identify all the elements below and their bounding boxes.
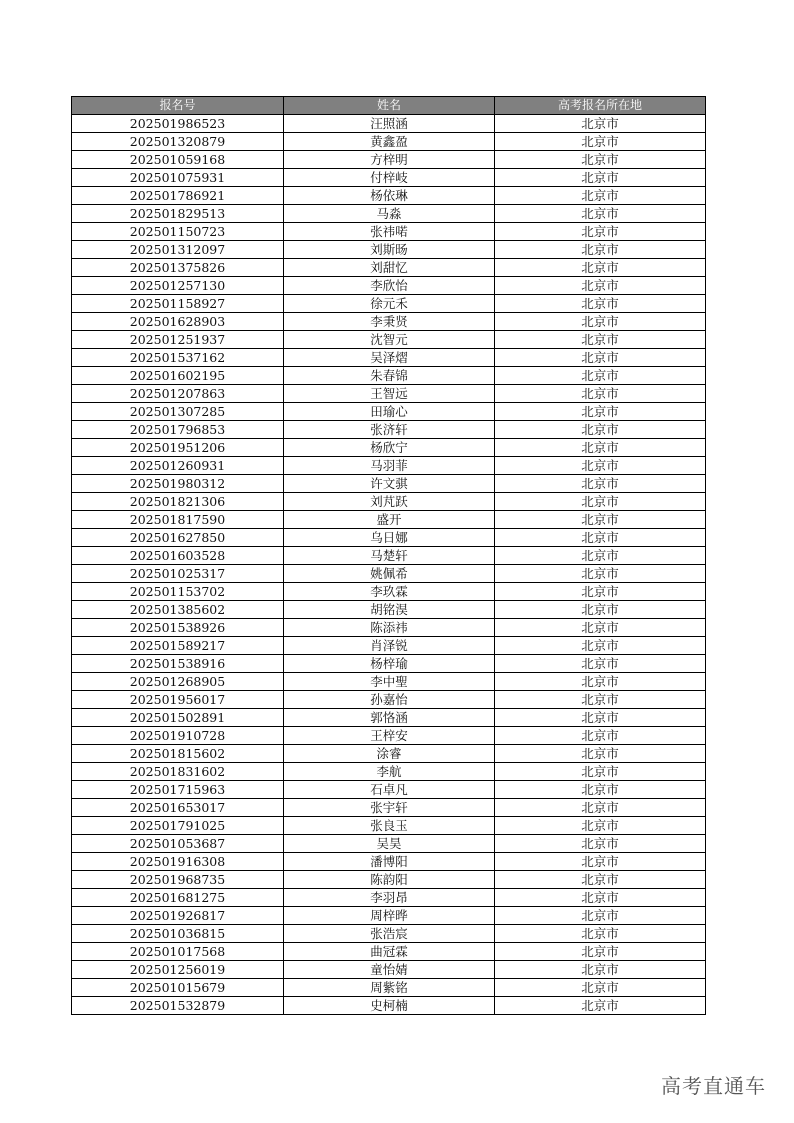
registration-number-cell: 202501502891 [72,709,284,727]
table-row [72,241,706,259]
table-row [72,907,706,925]
registration-number-cell: 202501829513 [72,205,284,223]
registration-number-cell: 202501015679 [72,979,284,997]
name-cell: 张浩宸 [284,925,495,943]
location-cell: 北京市 [495,997,706,1015]
name-cell: 肖泽锐 [284,637,495,655]
location-cell: 北京市 [495,547,706,565]
name-cell: 郭恪涵 [284,709,495,727]
table-row [72,745,706,763]
location-cell: 北京市 [495,817,706,835]
table-row [72,691,706,709]
table-row [72,205,706,223]
name-cell: 吴昊 [284,835,495,853]
table-row [72,529,706,547]
table-row [72,295,706,313]
name-cell: 张良玉 [284,817,495,835]
name-cell: 姚佩希 [284,565,495,583]
location-cell: 北京市 [495,421,706,439]
registration-number-cell: 202501791025 [72,817,284,835]
location-cell: 北京市 [495,763,706,781]
location-cell: 北京市 [495,979,706,997]
table-row [72,673,706,691]
table-row [72,223,706,241]
table-body [72,115,706,1015]
table-row [72,961,706,979]
name-cell: 张宇轩 [284,799,495,817]
table-row [72,493,706,511]
table-row [72,943,706,961]
location-cell: 北京市 [495,853,706,871]
name-cell: 史柯楠 [284,997,495,1015]
location-cell: 北京市 [495,907,706,925]
name-cell: 杨依琳 [284,187,495,205]
registration-number-cell: 202501017568 [72,943,284,961]
name-cell: 盛开 [284,511,495,529]
name-cell: 许文骐 [284,475,495,493]
table-row [72,565,706,583]
location-cell: 北京市 [495,943,706,961]
registration-number-cell: 202501628903 [72,313,284,331]
table-row [72,835,706,853]
registration-number-cell: 202501256019 [72,961,284,979]
name-cell: 涂睿 [284,745,495,763]
name-cell: 沈智元 [284,331,495,349]
registration-number-cell: 202501150723 [72,223,284,241]
location-cell: 北京市 [495,169,706,187]
column-header-registration-location: 高考报名所在地 [495,97,706,115]
location-cell: 北京市 [495,385,706,403]
registration-number-cell: 202501910728 [72,727,284,745]
name-cell: 付梓岐 [284,169,495,187]
name-cell: 李中聖 [284,673,495,691]
table-row [72,169,706,187]
location-cell: 北京市 [495,133,706,151]
registration-number-cell: 202501538916 [72,655,284,673]
name-cell: 王智远 [284,385,495,403]
location-cell: 北京市 [495,583,706,601]
location-cell: 北京市 [495,637,706,655]
registration-number-cell: 202501603528 [72,547,284,565]
column-header-registration-number: 报名号 [72,97,284,115]
location-cell: 北京市 [495,781,706,799]
registration-number-cell: 202501025317 [72,565,284,583]
table-row [72,979,706,997]
name-cell: 王梓安 [284,727,495,745]
registration-number-cell: 202501312097 [72,241,284,259]
location-cell: 北京市 [495,655,706,673]
registration-number-cell: 202501075931 [72,169,284,187]
name-cell: 黄鑫盈 [284,133,495,151]
location-cell: 北京市 [495,745,706,763]
registration-number-cell: 202501815602 [72,745,284,763]
location-cell: 北京市 [495,673,706,691]
location-cell: 北京市 [495,241,706,259]
registration-number-cell: 202501158927 [72,295,284,313]
registration-number-cell: 202501307285 [72,403,284,421]
table-row [72,871,706,889]
admission-roster-table [71,96,706,1015]
registration-number-cell: 202501951206 [72,439,284,457]
name-cell: 童怡婧 [284,961,495,979]
registration-number-cell: 202501715963 [72,781,284,799]
location-cell: 北京市 [495,961,706,979]
location-cell: 北京市 [495,727,706,745]
registration-number-cell: 202501153702 [72,583,284,601]
location-cell: 北京市 [495,475,706,493]
location-cell: 北京市 [495,457,706,475]
registration-number-cell: 202501980312 [72,475,284,493]
registration-number-cell: 202501926817 [72,907,284,925]
name-cell: 李欣怡 [284,277,495,295]
registration-number-cell: 202501681275 [72,889,284,907]
table-header-row [72,97,706,115]
table-row [72,349,706,367]
registration-number-cell: 202501602195 [72,367,284,385]
table-row [72,925,706,943]
column-header-name: 姓名 [284,97,495,115]
name-cell: 马楚轩 [284,547,495,565]
name-cell: 乌日娜 [284,529,495,547]
table-row [72,997,706,1015]
location-cell: 北京市 [495,349,706,367]
name-cell: 杨欣宁 [284,439,495,457]
registration-number-cell: 202501653017 [72,799,284,817]
location-cell: 北京市 [495,331,706,349]
location-cell: 北京市 [495,619,706,637]
name-cell: 曲冠霖 [284,943,495,961]
table-row [72,187,706,205]
name-cell: 刘芃跃 [284,493,495,511]
table-row [72,655,706,673]
location-cell: 北京市 [495,367,706,385]
table-row [72,511,706,529]
registration-number-cell: 202501532879 [72,997,284,1015]
registration-number-cell: 202501385602 [72,601,284,619]
registration-number-cell: 202501257130 [72,277,284,295]
location-cell: 北京市 [495,709,706,727]
registration-number-cell: 202501053687 [72,835,284,853]
table-row [72,259,706,277]
location-cell: 北京市 [495,439,706,457]
name-cell: 朱春锦 [284,367,495,385]
table-row [72,763,706,781]
registration-number-cell: 202501821306 [72,493,284,511]
registration-number-cell: 202501786921 [72,187,284,205]
location-cell: 北京市 [495,835,706,853]
table-row [72,709,706,727]
name-cell: 吴泽熠 [284,349,495,367]
registration-number-cell: 202501538926 [72,619,284,637]
name-cell: 李航 [284,763,495,781]
location-cell: 北京市 [495,223,706,241]
location-cell: 北京市 [495,493,706,511]
location-cell: 北京市 [495,115,706,133]
table-row [72,115,706,133]
name-cell: 田瑜心 [284,403,495,421]
name-cell: 徐元禾 [284,295,495,313]
location-cell: 北京市 [495,511,706,529]
name-cell: 汪照涵 [284,115,495,133]
registration-number-cell: 202501207863 [72,385,284,403]
table-row [72,367,706,385]
table-row [72,583,706,601]
admission-roster-sheet [71,96,705,1015]
name-cell: 陈韵阳 [284,871,495,889]
table-row [72,313,706,331]
table-row [72,331,706,349]
name-cell: 刘甜忆 [284,259,495,277]
table-row [72,475,706,493]
table-row [72,781,706,799]
registration-number-cell: 202501589217 [72,637,284,655]
registration-number-cell: 202501627850 [72,529,284,547]
table-row [72,151,706,169]
registration-number-cell: 202501537162 [72,349,284,367]
registration-number-cell: 202501986523 [72,115,284,133]
location-cell: 北京市 [495,259,706,277]
registration-number-cell: 202501320879 [72,133,284,151]
table-row [72,439,706,457]
location-cell: 北京市 [495,187,706,205]
registration-number-cell: 202501059168 [72,151,284,169]
location-cell: 北京市 [495,205,706,223]
table-row [72,457,706,475]
name-cell: 石卓凡 [284,781,495,799]
registration-number-cell: 202501968735 [72,871,284,889]
table-row [72,421,706,439]
table-row [72,853,706,871]
name-cell: 方梓明 [284,151,495,169]
name-cell: 刘斯旸 [284,241,495,259]
registration-number-cell: 202501956017 [72,691,284,709]
table-row [72,547,706,565]
location-cell: 北京市 [495,313,706,331]
registration-number-cell: 202501036815 [72,925,284,943]
registration-number-cell: 202501268905 [72,673,284,691]
location-cell: 北京市 [495,871,706,889]
table-row [72,277,706,295]
watermark-text: 高考直通车 [661,1074,766,1098]
location-cell: 北京市 [495,889,706,907]
table-row [72,889,706,907]
location-cell: 北京市 [495,565,706,583]
table-row [72,133,706,151]
table-row [72,727,706,745]
table-row [72,799,706,817]
name-cell: 张祎喏 [284,223,495,241]
table-row [72,403,706,421]
table-row [72,385,706,403]
location-cell: 北京市 [495,403,706,421]
table-row [72,601,706,619]
location-cell: 北京市 [495,601,706,619]
name-cell: 潘博阳 [284,853,495,871]
table-row [72,817,706,835]
name-cell: 李羽昂 [284,889,495,907]
table-row [72,619,706,637]
registration-number-cell: 202501831602 [72,763,284,781]
name-cell: 杨梓瑜 [284,655,495,673]
location-cell: 北京市 [495,529,706,547]
name-cell: 周紫铭 [284,979,495,997]
name-cell: 孙嘉怡 [284,691,495,709]
name-cell: 李秉贤 [284,313,495,331]
location-cell: 北京市 [495,691,706,709]
location-cell: 北京市 [495,295,706,313]
location-cell: 北京市 [495,151,706,169]
name-cell: 张济轩 [284,421,495,439]
registration-number-cell: 202501260931 [72,457,284,475]
name-cell: 陈添祎 [284,619,495,637]
location-cell: 北京市 [495,277,706,295]
registration-number-cell: 202501916308 [72,853,284,871]
name-cell: 胡铭淏 [284,601,495,619]
registration-number-cell: 202501375826 [72,259,284,277]
location-cell: 北京市 [495,925,706,943]
name-cell: 李玖霖 [284,583,495,601]
table-row [72,637,706,655]
registration-number-cell: 202501817590 [72,511,284,529]
name-cell: 马淼 [284,205,495,223]
registration-number-cell: 202501251937 [72,331,284,349]
location-cell: 北京市 [495,799,706,817]
registration-number-cell: 202501796853 [72,421,284,439]
name-cell: 周梓晔 [284,907,495,925]
name-cell: 马羽菲 [284,457,495,475]
